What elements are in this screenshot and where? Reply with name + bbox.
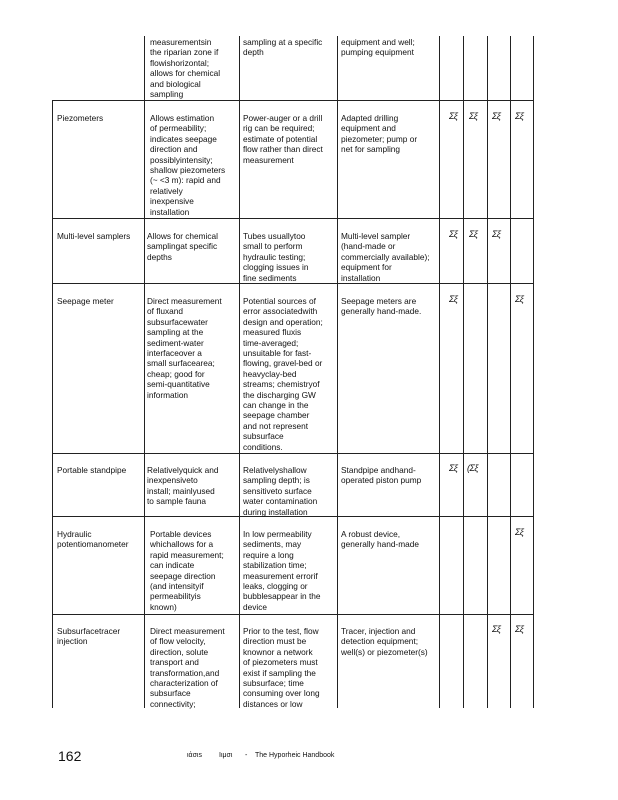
check-mark: Σξ xyxy=(492,229,501,239)
check-mark: Σξ xyxy=(449,229,458,239)
table-cell-limitations: Relativelyshallow sampling depth; is sensitiveto surface water contamination during installation xyxy=(243,465,318,517)
table-row-divider xyxy=(52,218,533,219)
table-cell-limitations: Prior to the test, flow direction must be knownor a network of piezometers must exist if sampling the subsurface; time consuming over long distances or low xyxy=(243,626,320,709)
check-mark: Σξ xyxy=(469,111,478,121)
table-cell-limitations: sampling at a specific depth xyxy=(243,37,323,58)
table-cell-equipment: Standpipe andhand- operated piston pump xyxy=(341,465,422,486)
check-mark-optional: (Σξ xyxy=(467,463,478,473)
check-mark: Σξ xyxy=(449,463,458,473)
table-cell-method: Multi-level samplers xyxy=(57,231,131,241)
table-cell-limitations: Power-auger or a drill rig can be required; estimate of potential flow rather than direct measurement xyxy=(243,113,337,165)
book-title: The Hyporheic Handbook xyxy=(255,752,335,759)
footer-fragment: ιάσιs xyxy=(187,752,202,759)
table-cell-advantages: Allows for chemical samplingat specific depths xyxy=(147,231,219,262)
table-row-divider xyxy=(52,614,533,615)
table-cell-advantages: Direct measurement of flow velocity, direction, solute transport and transformation,and characterization of subsurface connectivity; xyxy=(150,626,225,709)
table-cell-equipment: Multi-level sampler (hand-made or commercially available); equipment for installation xyxy=(341,231,430,283)
table-cell-method: Hydraulic potentiomanometer xyxy=(57,529,129,550)
check-mark: Σξ xyxy=(492,111,501,121)
check-mark: Σξ xyxy=(515,624,524,634)
table-cell-limitations: Tubes usuallytoo small to perform hydraulic testing; clogging issues in fine sediments xyxy=(243,231,309,283)
table-cell-method: Subsurfacetracer injection xyxy=(57,626,121,647)
table-cell-advantages: Allows estimation of permeability; indicates seepage direction and possiblyintensity; shallow piezometers (~ <3 m): rapid and relatively inexpensive installation xyxy=(150,113,226,217)
table-cell-method: Piezometers xyxy=(57,113,104,123)
table-cell-method: Seepage meter xyxy=(57,296,114,306)
table-row-divider xyxy=(52,453,533,454)
table-cell-advantages: measurementsin the riparian zone if flowishorizontal; allows for chemical and biological sampling xyxy=(150,37,221,100)
table-row-divider xyxy=(52,100,533,101)
check-mark: Σξ xyxy=(515,294,524,304)
check-mark: Σξ xyxy=(449,111,458,121)
table-cell-equipment: Adapted drilling equipment and piezometer; pump or net for sampling xyxy=(341,113,418,155)
table-cell-equipment: Seepage meters are generally hand-made. xyxy=(341,296,422,317)
check-mark: Σξ xyxy=(515,527,524,537)
table-cell-limitations: In low permeability sediments, may require a long stabilization time; measurement errorif leaks, clogging or bubblesappear in the device xyxy=(243,529,321,612)
table-cell-advantages: Portable devices whichallows for a rapid measurement; can indicate seepage direction (and intensityif permeabilityis known) xyxy=(150,529,224,612)
check-mark: Σξ xyxy=(449,294,458,304)
table-col-divider xyxy=(487,36,488,708)
footer-separator: - xyxy=(245,752,248,759)
table-col-divider xyxy=(439,36,440,708)
table-border-right xyxy=(533,36,534,708)
footer-fragment: Ιιμσι xyxy=(219,752,233,759)
table-cell-limitations: Potential sources of error associatedwith design and operation; measured fluxis time-averaged; unsuitable for fast- flowing, gravel-bed or heavyclay-bed streams; chemistryof the discharging GW can change in the seepage chamber and not represent subsurface conditions. xyxy=(243,296,323,452)
table-col-divider xyxy=(144,36,145,708)
page-number: 162 xyxy=(58,748,82,764)
table-border-left xyxy=(52,100,53,708)
table-col-divider xyxy=(510,36,511,708)
table-cell-method: Portable standpipe xyxy=(57,465,127,475)
table-col-divider xyxy=(463,36,464,708)
check-mark: Σξ xyxy=(492,624,501,634)
check-mark: Σξ xyxy=(515,111,524,121)
table-cell-equipment: equipment and well; pumping equipment xyxy=(341,37,415,58)
table-cell-advantages: Relativelyquick and inexpensiveto install; mainlyused to sample fauna xyxy=(147,465,219,507)
table-cell-advantages: Direct measurement of fluxand subsurfacewater sampling at the sediment-water interfaceover a small surfacearea; cheap; good for semi-quantitative information xyxy=(147,296,222,400)
table-col-divider xyxy=(337,36,338,708)
table-cell-equipment: A robust device, generally hand-made xyxy=(341,529,419,550)
check-mark: Σξ xyxy=(469,229,478,239)
table-row-divider xyxy=(52,283,533,284)
table-cell-equipment: Tracer, injection and detection equipment; well(s) or piezometer(s) xyxy=(341,626,428,657)
